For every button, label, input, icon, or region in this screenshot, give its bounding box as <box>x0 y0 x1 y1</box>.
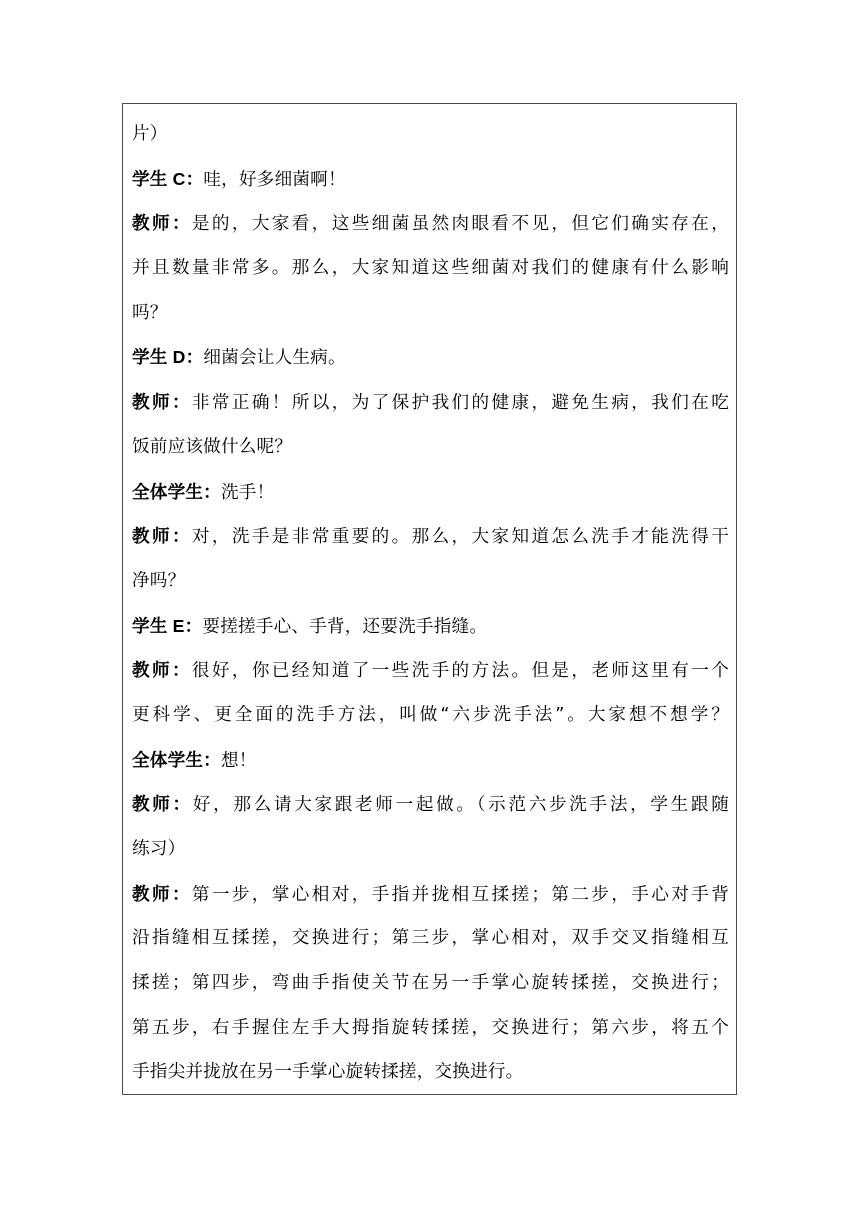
speaker-label: 全体学生： <box>132 749 221 770</box>
speech-text: 第一步，掌心相对，手指并拢相互揉搓；第二步，手心对手背 <box>191 884 729 905</box>
speech-text: 沿指缝相互揉搓，交换进行；第三步，掌心相对，双手交叉指缝相互 <box>132 928 729 949</box>
dialogue-line <box>132 157 729 202</box>
speech-text: 片） <box>132 124 168 144</box>
speaker-label: 教师： <box>132 883 192 904</box>
dialogue-line <box>132 470 729 515</box>
dialogue-line <box>132 201 729 246</box>
dialogue-line <box>132 827 729 872</box>
speaker-label: 学生 E： <box>132 615 203 636</box>
speech-text: 好，那么请大家跟老师一起做。（示范六步洗手法，学生跟随 <box>192 795 729 816</box>
speaker-label: 学生 C： <box>132 168 204 189</box>
speech-text: 很好，你已经知道了一些洗手的方法。但是，老师这里有一个 <box>191 661 729 682</box>
dialogue-line <box>132 291 729 336</box>
speech-text: 饭前应该做什么呢？ <box>132 436 293 457</box>
dialogue-line <box>132 738 729 783</box>
dialogue-line <box>132 425 729 470</box>
dialogue-line <box>132 782 729 827</box>
speech-text: 洗手！ <box>220 482 275 503</box>
dialogue-line <box>132 1006 729 1051</box>
dialogue-line <box>132 559 729 604</box>
dialogue-line <box>132 1050 729 1095</box>
speech-text: 对，洗手是非常重要的。那么，大家知道怎么洗手才能洗得干 <box>191 527 729 548</box>
speaker-label: 学生 D： <box>132 347 204 368</box>
speech-text: 吗？ <box>132 302 168 323</box>
dialogue-line <box>132 693 729 738</box>
speech-text: 更科学、更全面的洗手方法，叫做“六步洗手法”。大家想不想学？ <box>132 704 729 725</box>
dialogue-line <box>132 961 729 1006</box>
speaker-label: 教师： <box>132 660 192 681</box>
speaker-label: 教师： <box>132 392 192 413</box>
speech-text: 细菌会让人生病。 <box>203 348 346 369</box>
speech-text: 手指尖并拢放在另一手掌心旋转揉搓，交换进行。 <box>132 1062 524 1083</box>
speech-text: 并且数量非常多。那么，大家知道这些细菌对我们的健康有什么影响 <box>132 258 729 279</box>
dialogue-line <box>132 916 729 961</box>
dialogue-line <box>132 514 729 559</box>
speech-text: 非常正确！所以，为了保护我们的健康，避免生病，我们在吃 <box>191 393 729 414</box>
dialogue-line <box>132 648 729 693</box>
speech-text: 练习） <box>132 839 186 859</box>
speaker-label: 教师： <box>132 213 192 234</box>
speech-text: 净吗？ <box>132 570 186 591</box>
speaker-label: 教师： <box>132 794 193 815</box>
dialogue-line <box>132 112 729 157</box>
speaker-label: 教师： <box>132 526 192 547</box>
speaker-label: 全体学生： <box>132 481 221 502</box>
speech-text: 要搓搓手心、手背，还要洗手指缝。 <box>202 616 488 637</box>
dialogue-table-cell <box>122 103 737 1095</box>
dialogue-line <box>132 604 729 649</box>
dialogue-line <box>132 335 729 380</box>
speech-text: 哇，好多细菌啊！ <box>203 169 346 190</box>
speech-text: 想！ <box>220 750 257 771</box>
dialogue-line <box>132 872 729 917</box>
dialogue-line <box>132 246 729 291</box>
speech-text: 第五步，右手握住左手大拇指旋转揉搓，交换进行；第六步，将五个 <box>132 1017 729 1038</box>
speech-text: 是的，大家看，这些细菌虽然肉眼看不见，但它们确实存在， <box>191 214 729 235</box>
dialogue-line <box>132 380 729 425</box>
speech-text: 揉搓；第四步，弯曲手指使关节在另一手掌心旋转揉搓，交换进行； <box>132 973 729 994</box>
